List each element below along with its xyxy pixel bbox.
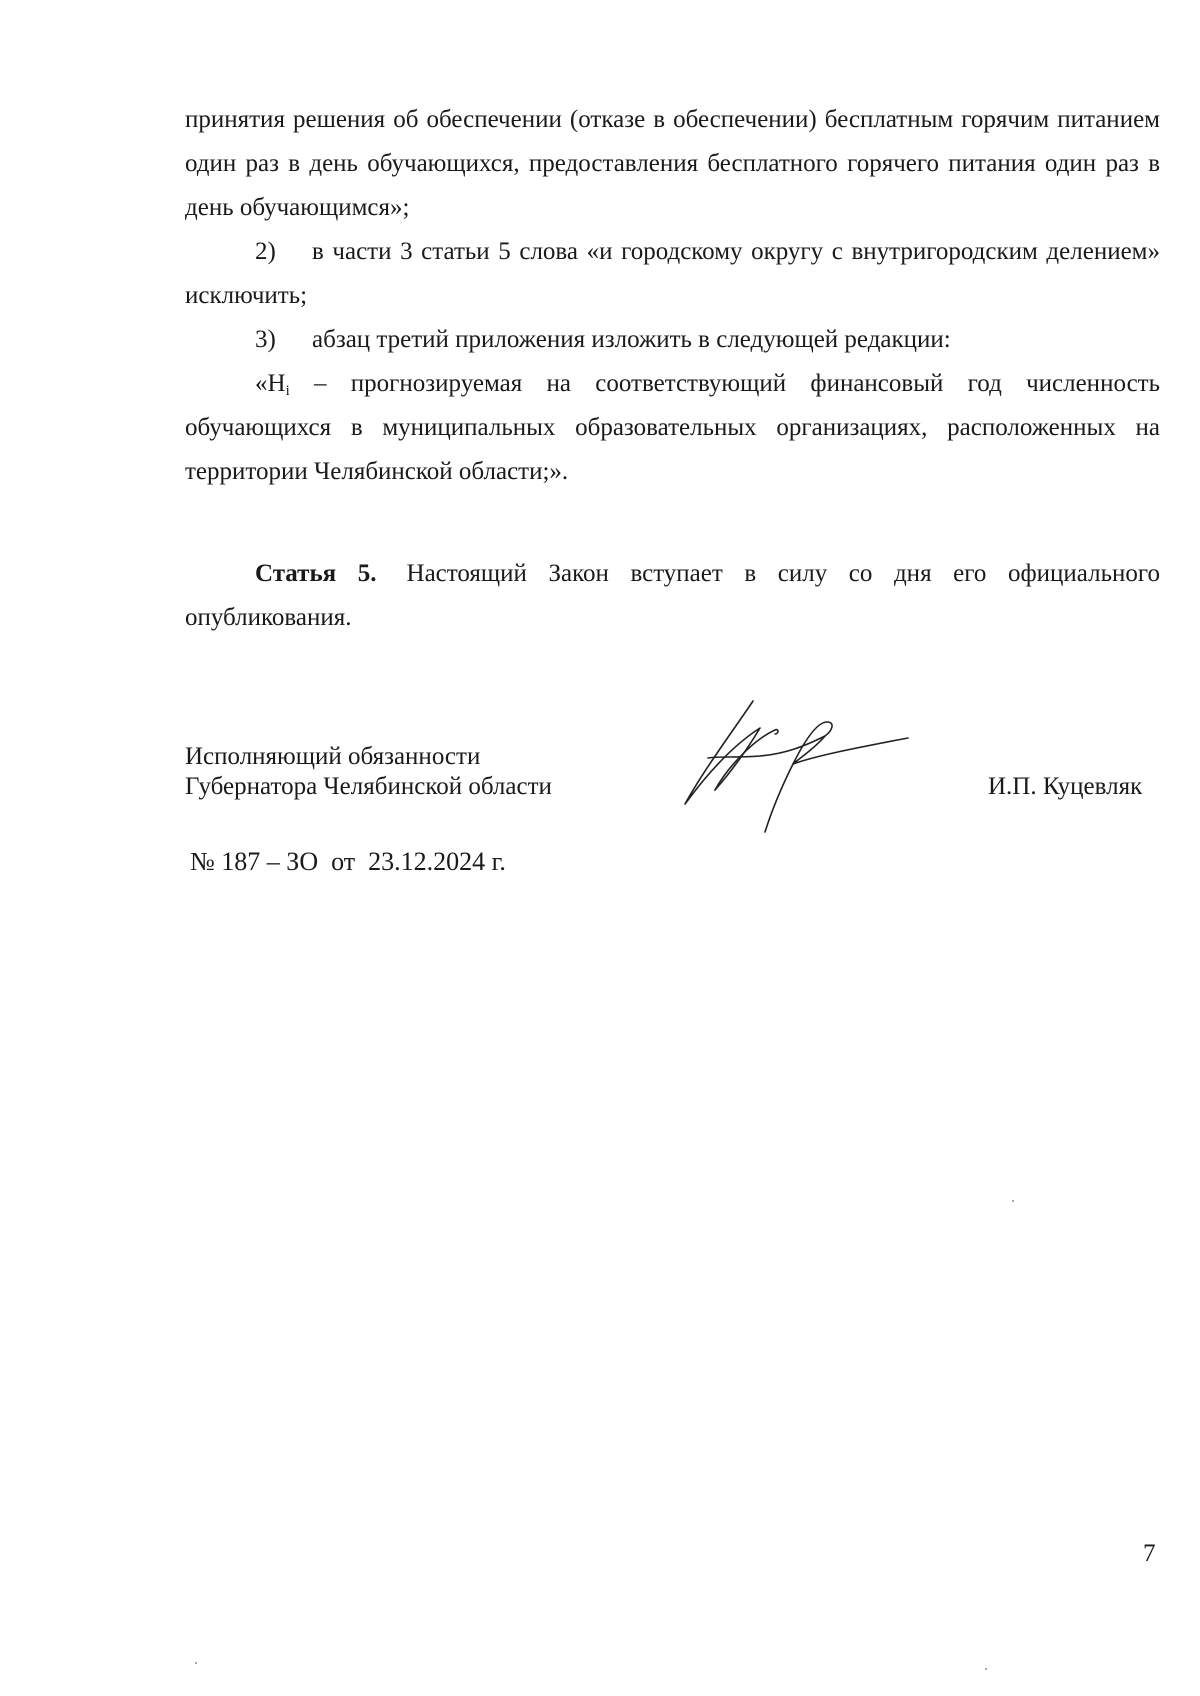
list-item-3-number: 3) xyxy=(255,326,276,353)
list-item-2 xyxy=(185,230,1160,318)
signatory-role-line2: Губернатора Челябинской области xyxy=(185,773,552,800)
article-5 xyxy=(185,552,1160,640)
signatory-name: И.П. Куцевляк xyxy=(988,773,1143,800)
signatory-role-line1: Исполняющий обязанности xyxy=(185,743,481,770)
handwritten-signature-icon xyxy=(675,698,925,838)
continuation-paragraph: принятия решения об обеспечении (отказе в обеспечении) бесплатным горячим питанием один раз в день обучающихся, предоставления бесплатного горячего питания один раз в день обучающимся»; xyxy=(185,106,1160,221)
quote-rest: – прогнозируемая на соответствующий финансовый год численность обучающихся в муниципальных образовательных организациях, расположенных на территории Челябинской области;». xyxy=(185,370,1160,485)
article-text: Настоящий Закон вступает в силу со дня его официального опубликования. xyxy=(185,560,1160,631)
list-item-3 xyxy=(185,318,1160,362)
list-item-3-text: абзац третий приложения изложить в следующей редакции: xyxy=(312,326,951,353)
quote-open: «Н xyxy=(255,370,286,397)
quote-subscript: i xyxy=(285,383,290,399)
page-number: 7 xyxy=(1143,1540,1156,1567)
signatory-role xyxy=(185,742,552,802)
scan-speck xyxy=(195,1662,197,1664)
quoted-definition xyxy=(185,362,1160,494)
scan-speck xyxy=(1012,1200,1014,1202)
scan-speck xyxy=(985,1668,987,1670)
law-number-date: № 187 – ЗО от 23.12.2024 г. xyxy=(190,847,506,876)
article-title: Статья 5. xyxy=(255,560,377,587)
list-item-2-number: 2) xyxy=(255,238,276,265)
list-item-2-text: в части 3 статьи 5 слова «и городскому округу с внутригородским делением» исключить; xyxy=(185,238,1160,309)
